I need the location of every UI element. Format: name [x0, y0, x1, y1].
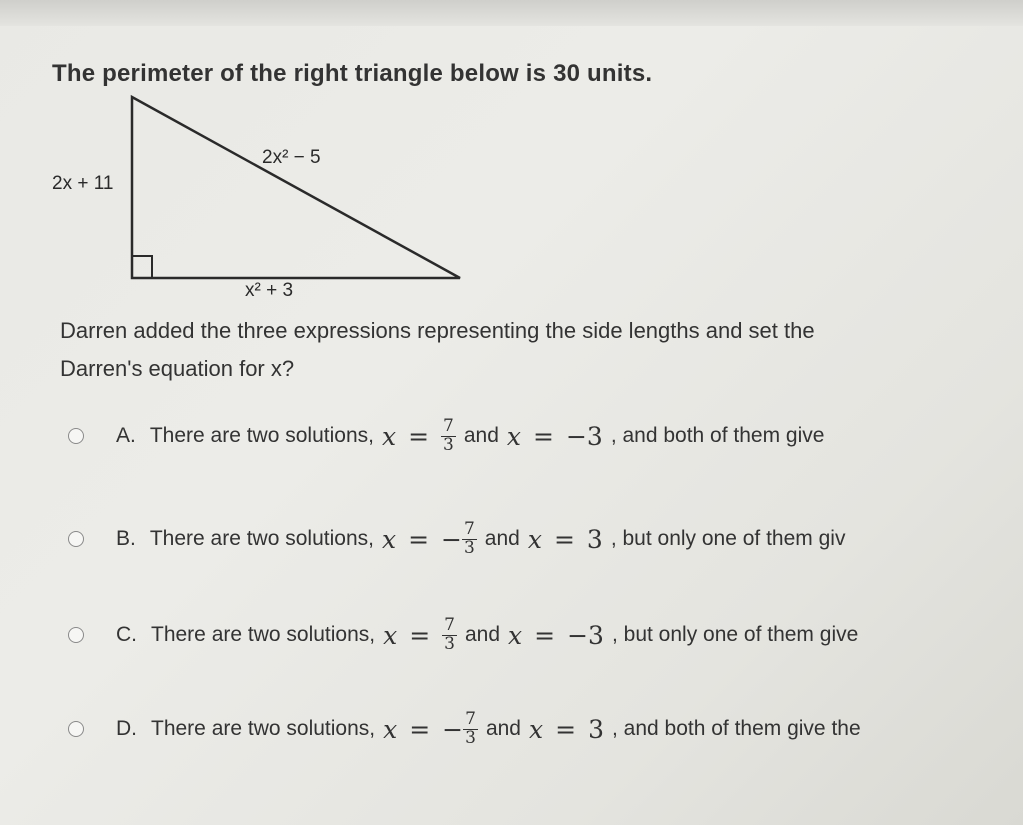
body-line-1: Darren added the three expressions representing the side lengths and set the	[60, 318, 815, 343]
solution-1: x = $\frac{7}{3}$	[381, 418, 454, 455]
top-band	[0, 0, 1023, 26]
option-and: and	[465, 623, 501, 647]
option-suffix: , and both of them give the	[611, 717, 861, 741]
radio-button-d[interactable]	[68, 721, 84, 737]
bottom-side-label: x² + 3	[245, 280, 294, 301]
solution-2: x = −3	[506, 421, 603, 451]
option-suffix: , but only one of them giv	[610, 527, 846, 551]
option-letter: B.	[116, 527, 136, 551]
option-prefix: There are two solutions,	[151, 623, 376, 647]
option-suffix: , but only one of them give	[611, 623, 859, 647]
option-prefix: There are two solutions,	[149, 424, 374, 448]
solution-1: x = − $\frac{7}{3}$	[381, 521, 475, 558]
question-text: The perimeter of the right triangle below is 30 units.	[52, 60, 653, 87]
option-d[interactable]	[68, 711, 1023, 748]
option-and: and	[485, 717, 521, 741]
option-and: and	[463, 424, 499, 448]
option-letter: C.	[116, 623, 137, 647]
option-a[interactable]	[68, 418, 1023, 455]
body-line-2: Darren's equation for x?	[60, 356, 295, 381]
option-prefix: There are two solutions,	[151, 717, 376, 741]
right-triangle-diagram	[40, 80, 480, 305]
hypotenuse-label: 2x² − 5	[262, 147, 321, 168]
option-letter: A.	[116, 424, 136, 448]
radio-button-c[interactable]	[68, 627, 84, 643]
triangle-shape	[132, 97, 460, 278]
radio-button-a[interactable]	[68, 428, 84, 444]
solution-2: x = 3	[529, 714, 604, 744]
solution-1: x = − $\frac{7}{3}$	[383, 711, 476, 748]
option-b[interactable]	[68, 521, 1023, 558]
option-suffix: , and both of them give	[610, 424, 825, 448]
solution-2: x = −3	[508, 620, 604, 650]
right-angle-marker	[132, 256, 152, 278]
option-c[interactable]	[68, 617, 1023, 654]
radio-button-b[interactable]	[68, 531, 84, 547]
solution-1: x = $\frac{7}{3}$	[383, 617, 455, 654]
option-prefix: There are two solutions,	[149, 527, 374, 551]
option-letter: D.	[116, 717, 137, 741]
left-side-label: 2x + 11	[52, 173, 114, 194]
solution-2: x = 3	[527, 524, 603, 554]
option-and: and	[484, 527, 520, 551]
